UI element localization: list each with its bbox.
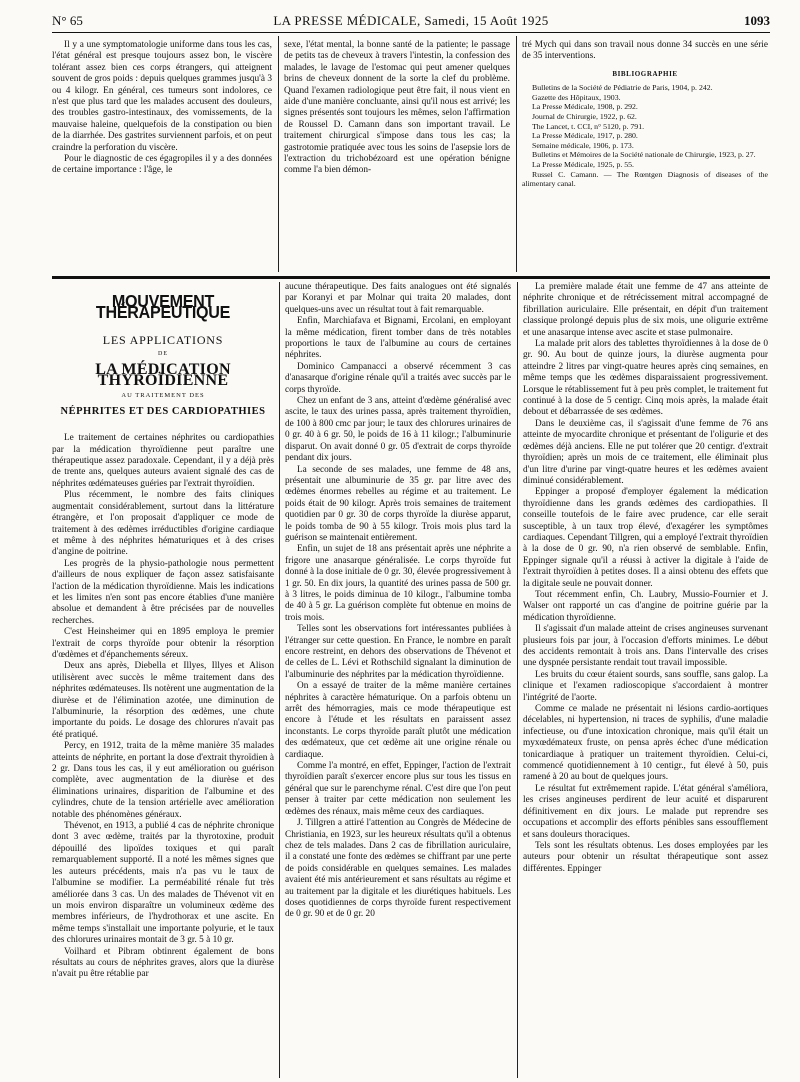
paragraph: Percy, en 1912, traita de la même manière 35 malades atteints de néphrite, en portant la dose d'extrait thyroïdien à 2 gr. Dans tous les cas, il y eut amélioration ou guérison complète, avec augmentation de la diurèse et des éliminations urinaires, disparition de l'albumine et des cylindres, chute de la tension artérielle avec amélioration notable des phénomènes généraux. xyxy=(52,741,274,820)
bibliography-entry: La Presse Médicale, 1908, p. 292. xyxy=(532,102,638,112)
top-column-1 xyxy=(52,40,272,272)
article-title: LA MÉDICATION THYROÏDIENNE xyxy=(95,360,231,390)
top-column-3 xyxy=(522,40,768,272)
paragraph: Telles sont les observations fort intéressantes publiées à l'étranger sur cette question. En France, le nombre en paraît encore restreint, en dehors des observations de Thévenot et de celles de L. Lévi et Rothschild signalant la diminution de l'albuminurie des néphrites par la médication thyroïdienne. xyxy=(285,624,511,680)
bibliography-entry: Journal de Chirurgie, 1922, p. 62. xyxy=(532,112,637,121)
paragraph: Dominico Campanacci a observé récemment 3 cas d'anasarque d'origine rénale qu'il a traités avec succès par le corps thyroïde. xyxy=(285,361,511,395)
bibliography-entry: Bulletins de la Société de Pédiatrie de Paris, 1904, p. 242. xyxy=(532,83,713,93)
bibliography-entry: Semaine médicale, 1906, p. 173. xyxy=(532,140,634,150)
paragraph: Pour le diagnostic de ces égagropiles il y a des données de certaine importance : l'âge, le xyxy=(52,154,272,176)
paragraph: Le traitement de certaines néphrites ou cardiopathies par la médication thyroïdienne peut paraître une thérapeutique assez paradoxale. Cependant, il y a déjà près de trente ans, quelques auteurs avaient signalé des cas de néphrites œdémateuses guéries par l'extrait thyroïdien. xyxy=(52,433,274,489)
paragraph: Enfin, un sujet de 18 ans présentait après une néphrite a frigore une anasarque généralisée. Le corps thyroïde fut donné à la dose initiale de 0 gr. 30, élevée progressivement à 1 gr. 50. En dix jours, la quantité des urines passa de 500 gr. à 3 litres, le poids diminua de 10 kilogr., l'albumine tomba de 40 à 5 gr. La guérison complète fut obtenue en moins de trois mois. xyxy=(285,544,511,623)
paragraph: Chez un enfant de 3 ans, atteint d'œdème généralisé avec ascite, le taux des urines passa, après traitement thyroïdien, de 100 à 800 cmc par jour; le taux des chlorures urinaires de 0 gr. 40 à 6 gr. 50, le poids de 16 à 11 kilogr.; l'albuminurie disparut. On avait donné 0 gr. 05 d'extrait de corps thyroïde pendant dix jours. xyxy=(285,396,511,464)
paragraph: C'est Heinsheimer qui en 1895 employa le premier l'extrait de corps thyroïde pour obtenir la résorption d'œdèmes et d'épanchements séreux. xyxy=(52,627,274,660)
paragraph: Les progrès de la physio-pathologie nous permettent d'ailleurs de nous expliquer de façon assez satisfaisante l'action de la médication thyroïdienne. Mais les indications et les limites n'en sont pas encore établies d'une manière absolue et demandent à être précisées par de nouvelles recherches. xyxy=(52,558,274,626)
paragraph: On a essayé de traiter de la même manière certaines néphrites à caractère hématurique. On a parfois obtenu un arrêt des hémorragies, mais ce mode thérapeutique est encore à l'étude et les résultats en paraissent assez inconstants. Le corps thyroïde paraît plutôt une médication des œdémateux, que cet œdème ait une origine rénale ou cardiaque. xyxy=(285,681,511,760)
page-header xyxy=(52,10,770,33)
article-column-3 xyxy=(523,282,768,1078)
paragraph: Thévenot, en 1913, a publié 4 cas de néphrite chronique dont 3 avec œdème, traités par la thyrotoxine, produit dépouillé des lipoïdes toxiques et qui paraît remarquablement supporté. Il a noté les mêmes signes que les auteurs précédents, mais n'a pas vu le taux de l'albumine se modifier. La perméabilité rénale fut très améliorée dans 3 cas. Un des malades de Thévenot vit en un mois environ disparaître un volumineux œdème des membres inférieurs, de l'hydrothorax et une ascite. En même temps s'installait une importante polyurie, et le taux des chlorures urinaires montait de 3 gr. 5 à 10 gr. xyxy=(52,821,274,946)
section-title: MOUVEMENT THÉRAPEUTIQUE xyxy=(95,291,231,323)
paragraph: Comme ce malade ne présentait ni lésions cardio-aortiques décelables, ni hypertension, ni traces de syphilis, d'une maladie infectieuse, ou d'une intoxication chronique, mais qu'il était un myxœdémateux fruste, on pensa après échec d'une médication tonicardiaque à pratiquer un traitement thyroïdien. Celui-ci, commencé quotidiennement à 10 centigr., fut élevé à 50, puis ramené à 20 au bout de quelques jours. xyxy=(523,704,768,783)
bibliography-list xyxy=(522,83,768,189)
bibliography-entry: Russel C. Camann. — The Rœntgen Diagnosis of diseases of the alimentary canal. xyxy=(522,169,768,189)
paragraph: Comme l'a montré, en effet, Eppinger, l'action de l'extrait thyroïdien paraît s'exercer encore plus sur tous les tissus en général que sur le parenchyme rénal. C'est dire que l'on peut penser à traiter par cette médication non seulement les œdèmes des rénaux, mais même ceux des cardiaques. xyxy=(285,761,511,817)
bibliography-entry: La Presse Médicale, 1917, p. 280. xyxy=(532,131,638,141)
paragraph: sexe, l'état mental, la bonne santé de la patiente; le passage de petits tas de cheveux à travers l'intestin, la confession des malades, le lavage de l'estomac qui peut amener quelques brins de cheveux donnent de la sorte la clef du problème. Quand l'examen radiologique peut être fait, il nous vient en aide d'une manière concluante, ainsi qu'il nous est arrivé; les signes présentés sont toujours les mêmes, selon l'affirmation de Roussel D. Camann dans son important travail. Le traitement chirurgical s'impose dans tous les cas; la gastrotomie pratiquée avec tous les soins de l'asepsie lors de l'extraction du trichobézoard est une opération bénigne comme l'a bien démon- xyxy=(284,40,510,176)
paragraph: Il s'agissait d'un malade atteint de crises angineuses survenant plusieurs fois par jour, à l'occasion d'efforts minimes. Le début des accidents remontait à trois ans. Dans l'intervalle des crises une dyspnée persistante rendait tout travail impossible. xyxy=(523,624,768,669)
paragraph: La première malade était une femme de 47 ans atteinte de néphrite chronique et de rétrécissement mitral accompagné de fibrillation auriculaire. Elle présentait, en dépit d'un traitement classique prolongé depuis plus de six mois, une oligurie extrême et une anasarque intense avec ascite et stase pulmonaire. xyxy=(523,282,768,338)
bibliography-entry: Gazette des Hôpitaux, 1903. xyxy=(532,92,621,102)
paragraph: Dans le deuxième cas, il s'agissait d'une femme de 76 ans atteinte de myocardite chronique et présentant de l'oligurie et des œdèmes déjà anciens. Elle ne put tolérer que 20 centigr. d'extrait thyroïdien; après un mois de ce traitement, elle éliminait plus d'un litre d'urine par vingt-quatre heures et les œdèmes avaient diminué considérablement. xyxy=(523,418,768,486)
bibliography-entry: The Lancet, t. CCI, n° 5120, p. 791. xyxy=(532,121,645,131)
paragraph: Tout récemment enfin, Ch. Laubry, Mussio-Fournier et J. Walser ont rapporté un cas d'angine de poitrine guérie par la médication thyroïdienne. xyxy=(523,589,768,623)
paragraph: Le résultat fut extrêmement rapide. L'état général s'améliora, les crises angineuses perdirent de leur acuité et disparurent définitivement en dix jours. Le malade put reprendre ses occupations et accomplir des efforts pénibles sans essoufflement et sans douleurs thoraciques. xyxy=(523,783,768,840)
paragraph: Plus récemment, le nombre des faits cliniques augmentait considérablement, surtout dans la littérature étrangère, et l'on proposait d'appliquer ce mode de traitement à des œdèmes irréductibles d'origine cardiaque et même à des néphrites hématuriques et à des crises d'angine de poitrine. xyxy=(52,490,274,558)
article-column-1 xyxy=(52,288,274,1078)
column-divider xyxy=(278,36,279,272)
paragraph: J. Tillgren a attiré l'attention au Congrès de Médecine de Christiania, en 1923, sur les heureux résultats qu'il a obtenus chez de tels malades. Dans 2 cas de fibrillation auriculaire, il a constaté une fonte des œdèmes se chiffrant par une perte de poids considérable en quelques semaines. Les malades avaient été mis antérieurement et sans résultats au régime et au traitement par la digitale et les diurétiques habituels. Les doses quotidiennes de corps thyroïde furent respectivement de 0 gr. 90 et de 0 gr. 20 xyxy=(285,818,511,920)
paragraph: Tels sont les résultats obtenus. Les doses employées par les auteurs pour obtenir un résultat thérapeutique sont assez différentes. Eppinger xyxy=(523,840,768,874)
article-title-connector: DE xyxy=(158,351,168,358)
paragraph: La malade prit alors des tablettes thyroïdiennes à la dose de 0 gr. 90. Au bout de quinze jours, la diurèse augmenta pour atteindre 2 litres par vingt-quatre heures après cinq semaines, en même temps que les œdèmes disparaissaient progressivement. Lorsque le rétablissement fut à peu près complet, le traitement fut continué à la dose de 5 centigr. Cinq mois après, la malade était debout et débarrassée de ses œdèmes. xyxy=(523,339,768,418)
paragraph: tré Mych qui dans son travail nous donne 34 succès en une série de 35 interventions. xyxy=(522,40,768,62)
paragraph: Il y a une symptomatologie uniforme dans tous les cas, l'état général est presque toujours assez bon, le viscère tolérant assez bien ces corps étrangers, qui atteignent souvent de gros poids : depuis quelques grammes jusqu'à 3 ou 4 kilogr. En général, ces tumeurs sont indolores, ce n'est que plus tard que les malades accusent des douleurs, des troubles gastro-intestinaux, des vomissements, de la mauvaise haleine, quelquefois de la constipation ou bien de la diarrhée. Des gastrites surviennent parfois, et on peut craindre la perforation du viscère. xyxy=(52,40,272,153)
column-divider xyxy=(517,282,518,1078)
paragraph: Enfin, Marchiafava et Bignami, Ercolani, en employant la même médication, firent tomber dans de très notables proportions le taux de l'albumine au cours de certaines néphrites. xyxy=(285,316,511,361)
paragraph: Les bruits du cœur étaient sourds, sans souffle, sans galop. La clinique et l'examen radioscopique s'accordaient à montrer l'intégrité de l'aorte. xyxy=(523,669,768,703)
paragraph: La seconde de ses malades, une femme de 48 ans, présentait une albuminurie de 35 gr. par litre avec des œdèmes énormes rebelles au régime et au traitement. Le poids était de 90 kilogr. Après trois semaines de traitement quotidien par 0 gr. 30 de corps thyroïde la diurèse apparut, le poids tomba de 90 à 55 kilogr. Trois mois plus tard la guérison se maintenait entièrement. xyxy=(285,464,511,543)
bibliography-entry: La Presse Médicale, 1925, p. 55. xyxy=(532,159,634,169)
article-column-2 xyxy=(285,282,511,1078)
paragraph: Deux ans après, Diebella et Illyes, Illyes et Alison utilisèrent avec succès le même traitement dans des néphrites œdémateuses. Ils notèrent une augmentation de la diurèse et de l'élimination azotée, une diminution de l'albuminurie, la résorption des œdèmes, une chute importante du poids. Le dosage des chlorures n'avait pas été pratiqué. xyxy=(52,661,274,740)
paragraph: aucune thérapeutique. Des faits analogues ont été signalés par Koranyi et par Molnar qui traita 20 malades, dont quelques-uns avec un résultat tout à fait remarquable. xyxy=(285,282,511,315)
article-subtitle-connector: AU TRAITEMENT DES xyxy=(121,392,205,400)
top-column-2 xyxy=(284,40,510,272)
journal-title: LA PRESSE MÉDICALE, Samedi, 15 Août 1925 xyxy=(273,13,549,28)
article-pretitle: LES APPLICATIONS xyxy=(102,332,224,347)
issue-number: N° 65 xyxy=(52,13,83,28)
page-number: 1093 xyxy=(744,13,770,28)
paragraph: Eppinger a proposé d'employer également la médication thyroïdienne dans les grands œdèmes des cardiopathies. Il conseille toutefois de le faire avec prudence, car elle serait susceptible, à un taux trop élevé, d'exagérer les symptômes cardiaques. Cependant Tillgren, qui a employé l'extrait thyroïdien à la dose de 0 gr. 90, n'a rien observé de semblable. Enfin, Eppinger signale qu'il a réussi à activer la digitale à l'aide de l'extrait thyroïdien à petites doses. Il a ainsi obtenu des effets que la digitale seule ne pouvait donner. xyxy=(523,487,768,589)
column-divider xyxy=(516,36,517,272)
section-divider xyxy=(52,276,770,279)
bibliography-entry: Bulletins et Mémoires de la Société nationale de Chirurgie, 1923, p. 27. xyxy=(532,150,756,160)
bibliography-heading: BIBLIOGRAPHIE xyxy=(612,69,678,78)
column-divider xyxy=(279,282,280,1078)
paragraph: Voilhard et Pibram obtinrent également de bons résultats au cours de néphrites graves, alors que la diurèse n'avait pu être rétablie par xyxy=(52,946,274,980)
article-subtitle: NÉPHRITES ET DES CARDIOPATHIES xyxy=(60,405,266,417)
